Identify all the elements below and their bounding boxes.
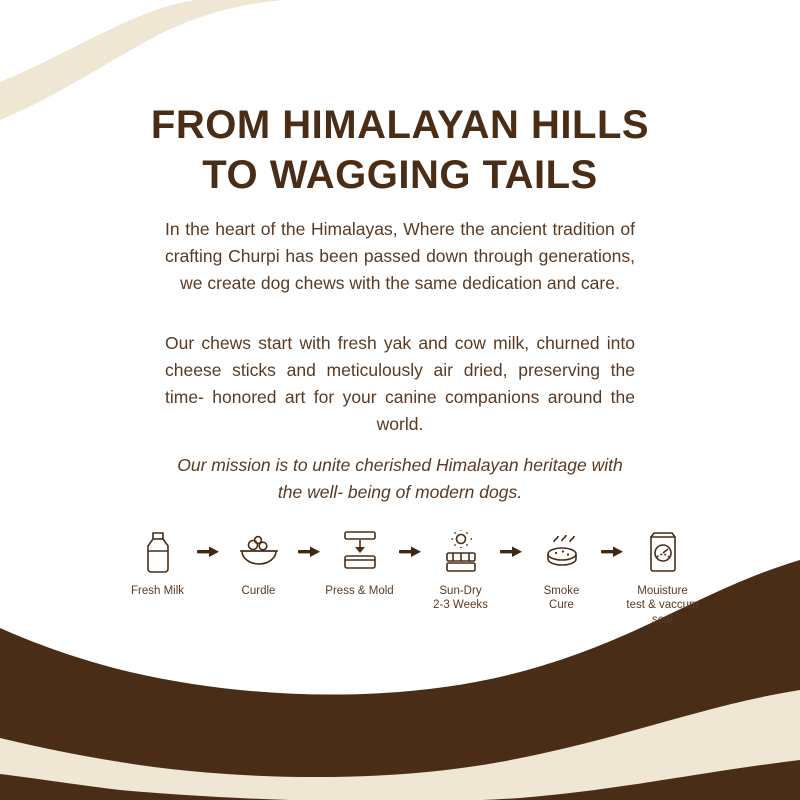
process-step-vacuum-seal xyxy=(625,528,700,627)
arrow-right-icon xyxy=(498,528,524,576)
arrow-right-icon xyxy=(599,528,625,576)
process-flow xyxy=(120,528,700,627)
headline-line-1: FROM HIMALAYAN HILLS xyxy=(150,103,650,147)
process-step-sun-dry xyxy=(423,528,498,613)
milk-bottle-icon xyxy=(141,528,175,576)
curdle-bowl-icon xyxy=(238,528,280,576)
smoke-cure-icon xyxy=(541,528,583,576)
press-mold-icon xyxy=(340,528,380,576)
process-step-label: Mouisture test & vaccum seal xyxy=(626,585,699,626)
process-step-label: Smoke Cure xyxy=(543,585,580,612)
vacuum-seal-icon xyxy=(643,528,683,576)
process-step-smoke-cure xyxy=(524,528,599,613)
page-title xyxy=(100,100,700,200)
process-step-label: Fresh Milk xyxy=(130,585,185,597)
mission-statement: Our mission is to unite cherished Himalayan heritage with the well- being of modern dogs. xyxy=(177,455,623,503)
headline-line-2: TO WAGGING TAILS xyxy=(202,153,598,197)
process-paragraph: Our chews start with fresh yak and cow milk, churned into cheese sticks and meticulously air dried, preserving the time- honored art for your canine companions around the world. xyxy=(165,333,635,435)
process-step-label: Press & Mold xyxy=(325,585,394,597)
intro-paragraph: In the heart of the Himalayas, Where the ancient tradition of crafting Churpi has been passed down through generations, we create dog chews with the same dedication and care. xyxy=(165,219,635,294)
process-step-curdle xyxy=(221,528,296,598)
process-step-press-mold xyxy=(322,528,397,598)
process-step-label: Curdle xyxy=(241,585,276,597)
process-step-fresh-milk xyxy=(120,528,195,598)
arrow-right-icon xyxy=(195,528,221,576)
process-step-label: Sun-Dry 2-3 Weeks xyxy=(433,585,488,612)
arrow-right-icon xyxy=(296,528,322,576)
sun-dry-icon xyxy=(439,528,483,576)
arrow-right-icon xyxy=(397,528,423,576)
